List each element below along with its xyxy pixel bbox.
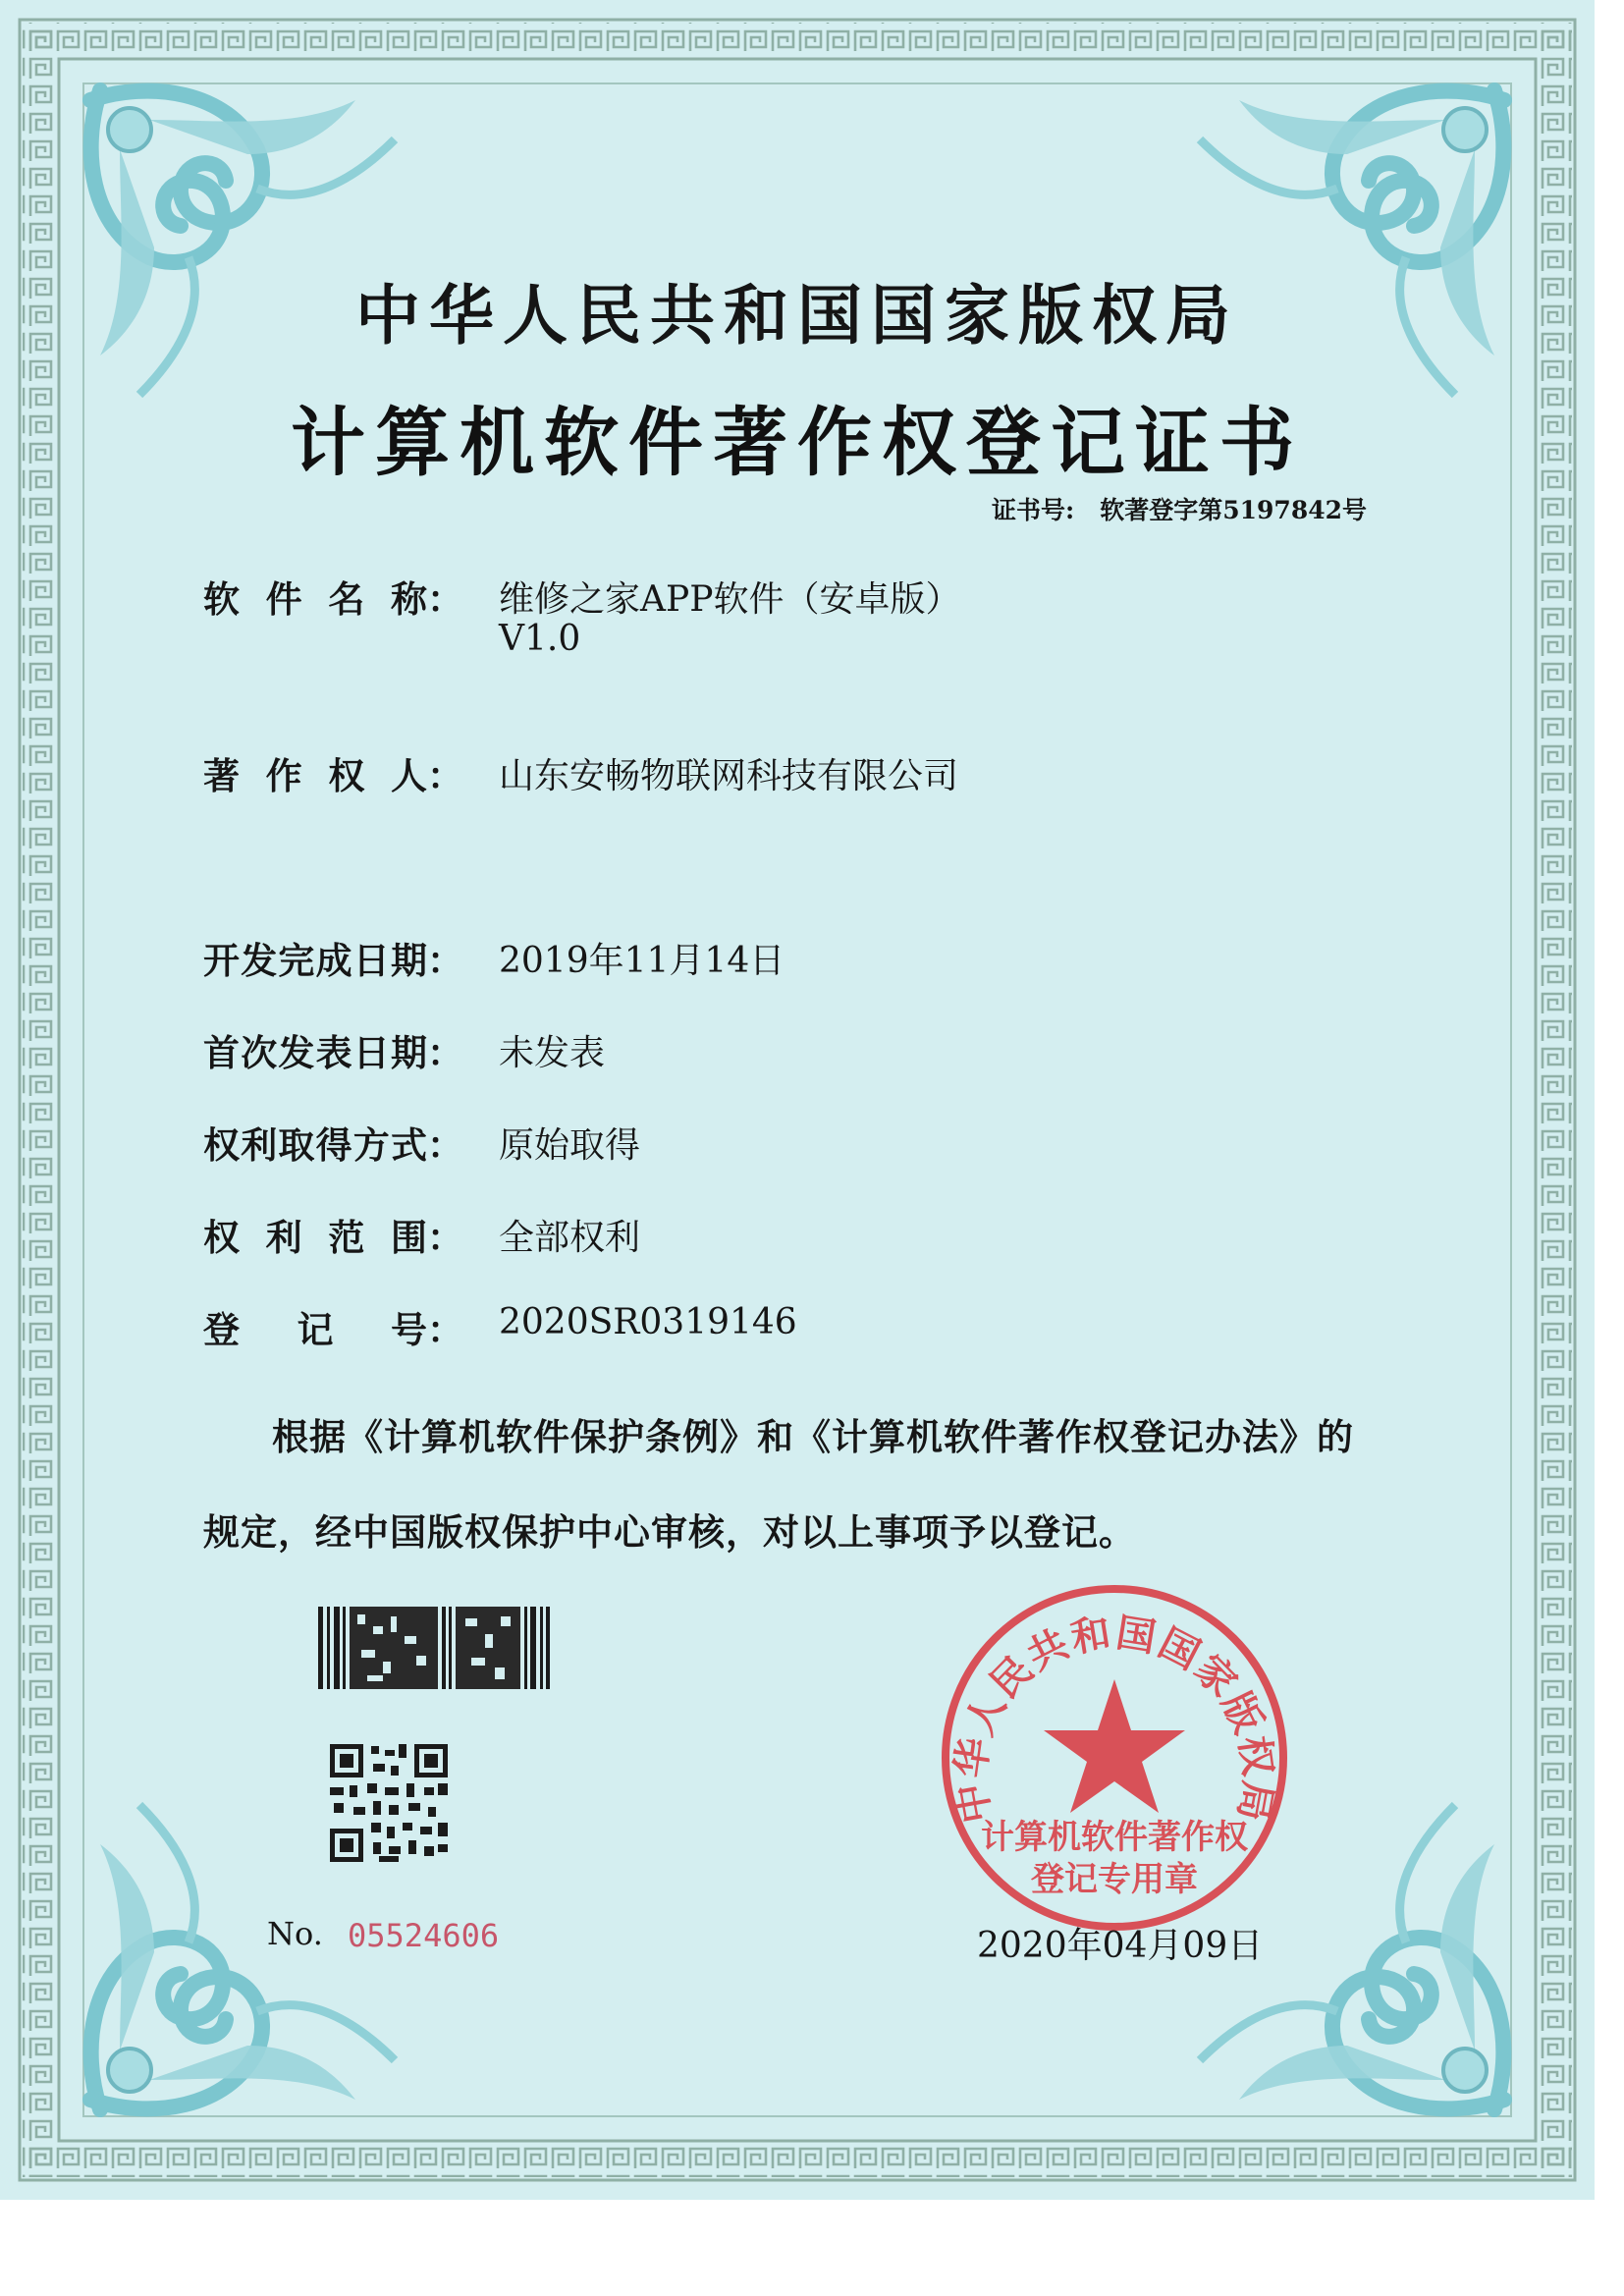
field-value-software-version: V1.0 bbox=[499, 619, 581, 659]
certificate-number-value: 软著登字第5197842号 bbox=[1100, 496, 1368, 524]
field-value-registration-number: 2020SR0319146 bbox=[499, 1302, 797, 1342]
field-label-rights-scope: 权 利 范 围 ： bbox=[203, 1216, 463, 1259]
field-value-copyright-owner: 山东安畅物联网科技有限公司 bbox=[499, 756, 959, 796]
issue-date: 2020年04月09日 bbox=[977, 1926, 1264, 1966]
official-seal bbox=[933, 1576, 1296, 1940]
field-value-rights-scope: 全部权利 bbox=[499, 1218, 641, 1258]
authority-heading: 中华人民共和国国家版权局 bbox=[355, 278, 1239, 354]
certificate-number bbox=[992, 491, 1367, 526]
field-value-first-publication-date: 未发表 bbox=[499, 1033, 606, 1073]
serial-number-label: No. bbox=[267, 1915, 323, 1952]
seal-arc-text: 中华人民共和国国家版权局 bbox=[947, 1610, 1281, 1827]
field-label-completion-date: 开 发 完 成 日 期 ： bbox=[203, 939, 463, 982]
certificate-title: 计算机软件著作权登记证书 bbox=[291, 399, 1304, 486]
seal-line-2: 登记专用章 bbox=[1031, 1860, 1198, 1899]
field-label-acquisition-method: 权 利 取 得 方 式 ： bbox=[203, 1123, 463, 1167]
field-label-first-publication-date: 首 次 发 表 日 期 ： bbox=[203, 1031, 463, 1074]
seal-line-1: 计算机软件著作权 bbox=[981, 1818, 1248, 1857]
statement-line-1: 根据《计算机软件保护条例》和《计算机软件著作权登记办法》的 bbox=[272, 1415, 1354, 1458]
certificate-number-label: 证书号: bbox=[992, 496, 1075, 524]
qr-code bbox=[330, 1744, 448, 1862]
field-value-acquisition-method: 原始取得 bbox=[499, 1125, 641, 1166]
field-value-software-name: 维修之家APP软件（安卓版） bbox=[499, 579, 961, 620]
seal-star-icon bbox=[1044, 1679, 1185, 1813]
field-label-copyright-owner: 著 作 权 人 ： bbox=[203, 754, 463, 797]
serial-number-value: 05524606 bbox=[348, 1917, 500, 1954]
barcode bbox=[318, 1607, 550, 1689]
field-label-registration-number: 登 记 号 ： bbox=[203, 1308, 463, 1351]
field-value-completion-date: 2019年11月14日 bbox=[499, 941, 785, 981]
statement-line-2: 规定，经中国版权保护中心审核，对以上事项予以登记。 bbox=[203, 1510, 1136, 1554]
field-label-software-name: 软 件 名 称 ： bbox=[203, 577, 463, 621]
